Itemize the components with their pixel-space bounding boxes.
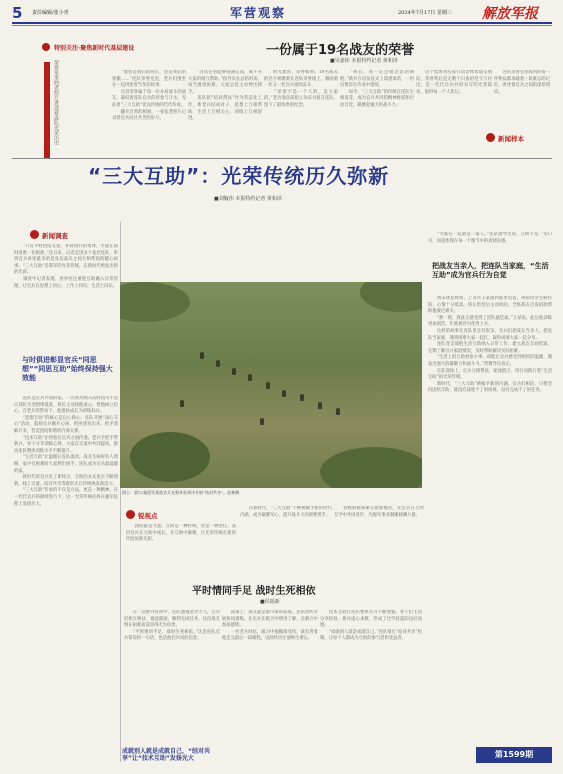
subheading-sincere: 与时俱进彰显官兵“同思想”“同思互助”始终保持强大效能 [22, 356, 113, 382]
header-rule [12, 22, 552, 24]
subheading-peace: 平时情同手足 战时生死相依 [192, 586, 316, 597]
text-column: 各级积极探索互助新模式，让官兵在互帮互学中共同进步，为强军事业凝聚磅礴力量。 [334, 506, 424, 518]
topic-vertical-bar [44, 62, 50, 158]
page-number: 5 [12, 4, 23, 22]
main-photo [120, 282, 422, 488]
text-column: “这次任务能够圆满完成，离不开大家的相互帮助。”指导员在总结时说。每当遇到困难，大家总是主动伸出援手。 连队把“结对帮扶”作为常态化工作，新老兵结成对子，思想上互相帮助，生活上互相关心，训练上互相促进。 [188, 70, 262, 122]
text-column: 在一次野外驻训中，连队遭遇恶劣天气，官兵们相互搀扶、彼此鼓励，顺利完成任务。这份战友情在困难面前显得尤为珍贵。 “平时情同手足，战时生死相依。”这是连队官兵常说的一句话，也是他们共同的信念。 [124, 610, 220, 642]
header-thin-rule [12, 25, 552, 26]
text-column: 这个集体用实际行动诠释着战友情谊，荣誉背后是无数个日夜的坚守与付出，是一代代官兵共同书写的光荣篇章，值得每一个人铭记。 [416, 70, 492, 95]
editor-line: 责任编辑/张小青 [32, 10, 69, 16]
date-line: 2024年7月17日 星期三 [398, 10, 452, 16]
section-label-survey: 新闻调查 [42, 232, 68, 240]
photo-caption: 图①：第72集团军某旅官兵在野外驻训中开展“结对共享”。赵林摄 [122, 490, 240, 495]
text-column: 连队荣誉室里陈列的每一件物品都承载着一段难忘的记忆，讲述着官兵之间的深厚情谊。 [494, 70, 550, 95]
section-bullet-icon [126, 510, 135, 519]
issue-badge: 第1599期 [476, 747, 552, 763]
section-bullet-icon [30, 230, 39, 239]
subheading-success: 成就别人就是成就自己，“结对共享”让“技术互助”发扬光大 [122, 748, 210, 762]
vertical-caption: 荣誉室里的老照片讲述着连队光荣历史 [53, 60, 59, 145]
article-headline: 一份属于19名战友的荣誉 [266, 43, 415, 58]
main-byline: ■刘毓伟 本报特约记者 黄和泽 [214, 196, 282, 202]
text-column: 时光流转，荣誉如初。19名战友的名字被镌刻在连队荣誉墙上，激励着一茬又一茬官兵接续奋斗。 “荣誉不是一个人的，是大家的。”老兵退伍前把立功证书留在连队，留下了最珍贵的纪念。 [264, 70, 338, 108]
text-column: 团结就是力量。互助是一种传统，更是一种责任。基层官兵在互助中成长，在互助中凝聚，让光荣传统在新时代绽放新光彩。 [126, 524, 236, 543]
text-column: 周末休息时间，上等兵王某接到家里电话，得知母亲生病住院，心情十分低落。班长察觉后主动询问，全班战友自发捐款帮助他渡过难关。 “那一刻，我真正感受到了连队就是家。”王某说。此后他训练更加刻苦，年底被评为优秀士兵。 这样的故事在连队里还有很多。官兵们把战友当亲人，把连队当家庭，遇到困难大家一起扛，取得成绩大家一起分享。 连队党支部把生活互助纳入日常工作，建立战友互助档案，定期了解官兵家庭情况，及时帮助解决实际困难。 “生活上的互助看似小事，却能让官兵感受到组织的温暖，激发出强大的凝聚力和战斗力。”营教导员表示。 在驻训场上，官兵互相帮扶、轮流值守，用行动践行着“生活互助”的光荣传统。 新时代，“三大互助”被赋予新的内涵。官兵们相信，只要坚持团结互助，就没有战胜不了的困难，没有完成不了的任务。 [428, 296, 552, 394]
section-title: 军营观察 [230, 6, 287, 20]
section-bullet-icon [486, 133, 495, 142]
text-column: “班长，我一定会接过您的钢枪。”新兵在退伍仪式上郑重承诺，一份份情谊在传承中延续。 如今，“三大互助”的传统在连队生根发芽，成为官兵共同的精神财富和行动自觉，凝聚起强大的战斗力。 [340, 70, 414, 108]
text-column: 技术互助让连队整体实力不断增强。骨干们主动分享经验，新兵虚心求教，形成了比学赶超的良好氛围。 “成就别人就是成就自己。”连队推行“结对共享”机制，让每个人都成为互助的参与者和受益者。 [320, 610, 422, 642]
topic-bullet-icon [42, 43, 50, 51]
section-label-sharp: 锐视点 [138, 512, 158, 520]
divider [12, 158, 552, 159]
text-column: 战场上，战友就是最可靠的依靠。连队组织开展协同训练，让官兵在配合中增进了解、在磨合中加深感情。 一名老兵回忆，演习中他腿部受伤，战友背着他走完最后一段路程。这段经历让他终生难忘。 [222, 610, 318, 642]
text-column: “他曾是我们的班长，也是我们的骄傲……”连队荣誉室里，老兵们围坐在一起讲述着当年的故事。 这份荣誉属于每一位并肩战斗的战友，凝结着连队官兵的青春与汗水，见证着“三大互助”优良传统的代代传承。 翻开泛黄的相册，一张张老照片记录着官兵同甘共苦的岁月。 [112, 70, 186, 122]
section-label-sample: 新闻样本 [498, 135, 524, 143]
text-column: 连队是官兵共同的家。一名新兵刚入伍时因为不适应部队生活情绪低落，班长主动找他谈心，帮他树立信心。在老兵的带动下，他很快成长为训练标兵。 “思想互助”的核心是以心换心。连队开展“谈心交心”活动，鼓励官兵敞开心扉，把困惑说出来、把矛盾解开来，营造团结和谐的内部关系。 “技术互助”让经验在官兵之间传递。老兵手把手带新兵，骨干分享训练心得，大家在交流中共同提高，推动连队整体训练水平不断提升。 “生活互助”让温暖在连队流动。战友生病时有人照顾，家中有困难时大家伸出援手，连队成为官兵最温暖的家。 新时代的官兵有了新特点，互助的方式也在不断创新，线上交流、结对共享等新形式让传统焕发新活力。 “三大互助”传承的不仅是方法，更是一种精神。在一代代官兵的接续努力下，这一光荣传统必将在强军征程上发扬光大。 [14, 396, 118, 507]
text-column: 在新时代，“三大互助”不断被赋予新的时代内涵，成为凝聚军心、提升战斗力的重要抓手。 [240, 506, 332, 518]
subheading-side: 把战友当亲人，把连队当家庭，“生活互助”成为官兵行为自觉 [432, 262, 549, 279]
text-column: “只有平时团结友爱、并肩同行的集体，才能在战时战胜一切困难。”连日来，记者走进多个基层连队，听到官兵讲述最多的是身边战友之间互相帮助的暖心故事。“三大互助”是我军的光荣传统，在新时代焕发出新的光彩。 调查中记者发现，各单位注重把互助融入日常管理，让官兵在思想上同心、工作上同向、生活上同乐。 [14, 244, 118, 289]
subheading-peace-byline: ■侯福新 [260, 599, 280, 605]
main-title: “三大互助”：光荣传统历久弥新 [88, 164, 390, 188]
article-byline: ■吴嘉炜 本报特约记者 黄和泽 [330, 58, 398, 64]
newspaper-logo: 解放军报 [482, 6, 538, 22]
text-column: “大家在一起就是一家人。”连队指导员说，互助不是一句口号，而是体现在每一个细节中的真情实感。 [428, 232, 552, 244]
topic-banner: 特别关注·聚焦新时代基层建设 [54, 45, 135, 52]
